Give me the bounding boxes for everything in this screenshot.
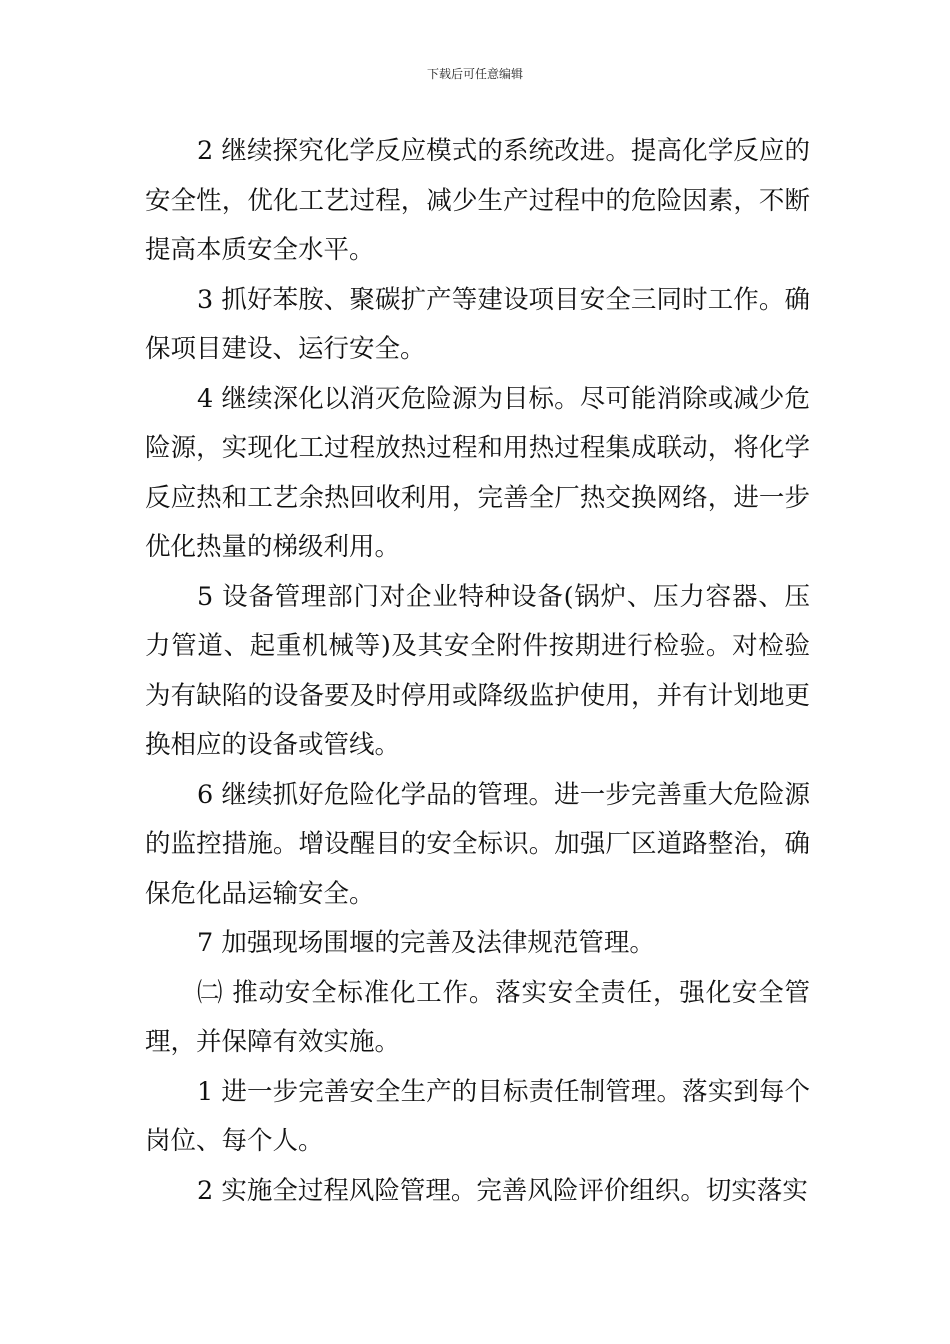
paragraph: 1 进一步完善安全生产的目标责任制管理。落实到每个岗位、每个人。 (145, 1076, 810, 1156)
paragraph: 5 设备管理部门对企业特种设备(锅炉、压力容器、压力管道、起重机械等)及其安全附件按期进行检验。对检验为有缺陷的设备要及时停用或降级监护使用，并有计划地更换相应的设备或管线。 (145, 581, 810, 760)
paragraph: ㈡ 推动安全标准化工作。落实安全责任，强化安全管理，并保障有效实施。 (145, 977, 810, 1057)
paragraph: 3 抓好苯胺、聚碳扩产等建设项目安全三同时工作。确保项目建设、运行安全。 (145, 284, 810, 364)
paragraph: 4 继续深化以消灭危险源为目标。尽可能消除或减少危险源，实现化工过程放热过程和用热过程集成联动，将化学反应热和工艺余热回收利用，完善全厂热交换网络，进一步优化热量的梯级利用。 (145, 383, 810, 562)
paragraph: 2 实施全过程风险管理。完善风险评价组织。切实落实 (197, 1175, 808, 1206)
paragraph: 2 继续探究化学反应模式的系统改进。提高化学反应的安全性，优化工艺过程，减少生产过程中的危险因素，不断提高本质安全水平。 (145, 136, 810, 265)
paragraph: 7 加强现场围堰的完善及法律规范管理。 (197, 928, 655, 958)
document-body (145, 127, 810, 1216)
page-header: 下载后可任意编辑 (426, 67, 523, 81)
paragraph: 6 继续抓好危险化学品的管理。进一步完善重大危险源的监控措施。增设醒目的安全标识。加强厂区道路整治，确保危化品运输安全。 (145, 779, 810, 909)
